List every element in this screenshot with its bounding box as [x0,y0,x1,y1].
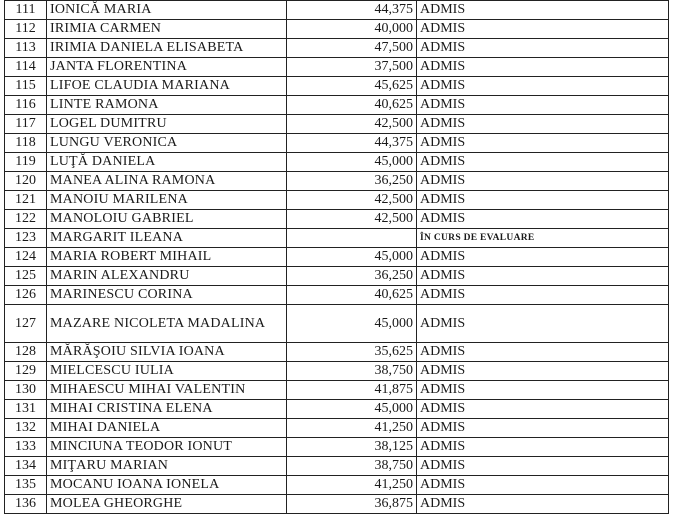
score-cell: 40,625 [287,96,417,115]
table-row [5,77,669,96]
candidate-name-cell: MIŢARU MARIAN [47,457,287,476]
row-number-cell: 124 [5,248,47,267]
status-cell: ADMIS [417,438,669,457]
table-row [5,343,669,362]
row-number-cell: 136 [5,495,47,514]
candidate-name-cell: LUŢĂ DANIELA [47,153,287,172]
row-number-cell: 130 [5,381,47,400]
candidate-name-cell: MIELCESCU IULIA [47,362,287,381]
table-row [5,419,669,438]
status-cell: ADMIS [417,381,669,400]
row-number-cell: 135 [5,476,47,495]
row-number-cell: 121 [5,191,47,210]
score-cell: 36,875 [287,495,417,514]
status-cell: ADMIS [417,305,669,343]
candidate-name-cell: MINCIUNA TEODOR IONUT [47,438,287,457]
candidate-name-cell: LINTE RAMONA [47,96,287,115]
candidate-name-cell: LIFOE CLAUDIA MARIANA [47,77,287,96]
score-cell: 40,625 [287,286,417,305]
score-cell: 38,750 [287,362,417,381]
candidate-name-cell: MOCANU IOANA IONELA [47,476,287,495]
candidate-name-cell: IRIMIA DANIELA ELISABETA [47,39,287,58]
table-row [5,58,669,77]
score-cell: 41,250 [287,419,417,438]
candidate-name-cell: MARGARIT ILEANA [47,229,287,248]
row-number-cell: 114 [5,58,47,77]
status-cell: ADMIS [417,495,669,514]
status-cell: ADMIS [417,362,669,381]
score-cell: 41,875 [287,381,417,400]
row-number-cell: 123 [5,229,47,248]
score-cell: 42,500 [287,210,417,229]
candidate-name-cell: MANEA ALINA RAMONA [47,172,287,191]
row-number-cell: 134 [5,457,47,476]
table-row [5,305,669,343]
table-row [5,248,669,267]
row-number-cell: 125 [5,267,47,286]
status-cell: ADMIS [417,191,669,210]
table-row [5,362,669,381]
table-row [5,39,669,58]
candidate-name-cell: JANTA FLORENTINA [47,58,287,77]
status-cell: ADMIS [417,39,669,58]
status-cell: ADMIS [417,172,669,191]
table-row [5,210,669,229]
row-number-cell: 118 [5,134,47,153]
score-cell: 45,625 [287,77,417,96]
row-number-cell: 122 [5,210,47,229]
candidate-name-cell: LUNGU VERONICA [47,134,287,153]
score-cell: 45,000 [287,305,417,343]
row-number-cell: 126 [5,286,47,305]
table-row [5,153,669,172]
table-row [5,172,669,191]
status-cell: ADMIS [417,343,669,362]
status-cell: ADMIS [417,58,669,77]
status-cell: ADMIS [417,419,669,438]
table-row [5,495,669,514]
score-cell: 41,250 [287,476,417,495]
candidate-name-cell: LOGEL DUMITRU [47,115,287,134]
candidate-name-cell: MIHAI DANIELA [47,419,287,438]
status-cell: ADMIS [417,400,669,419]
table-row [5,115,669,134]
table-row [5,20,669,39]
status-cell: ADMIS [417,476,669,495]
row-number-cell: 115 [5,77,47,96]
row-number-cell: 112 [5,20,47,39]
status-cell: ADMIS [417,153,669,172]
score-cell: 42,500 [287,191,417,210]
row-number-cell: 127 [5,305,47,343]
row-number-cell: 128 [5,343,47,362]
candidate-name-cell: MIHAI CRISTINA ELENA [47,400,287,419]
candidate-name-cell: IONICĂ MARIA [47,1,287,20]
status-cell: ADMIS [417,77,669,96]
status-cell: ADMIS [417,20,669,39]
score-cell [287,229,417,248]
score-cell: 44,375 [287,1,417,20]
row-number-cell: 116 [5,96,47,115]
row-number-cell: 129 [5,362,47,381]
table-row [5,229,669,248]
score-cell: 38,750 [287,457,417,476]
table-row [5,400,669,419]
status-cell: ADMIS [417,210,669,229]
score-cell: 45,000 [287,153,417,172]
status-cell: ADMIS [417,115,669,134]
score-cell: 45,000 [287,400,417,419]
candidate-name-cell: MARIA ROBERT MIHAIL [47,248,287,267]
score-cell: 38,125 [287,438,417,457]
table-row [5,191,669,210]
row-number-cell: 117 [5,115,47,134]
results-sheet [4,0,668,514]
table-row [5,457,669,476]
score-cell: 35,625 [287,343,417,362]
table-row [5,1,669,20]
table-row [5,96,669,115]
status-cell: ADMIS [417,286,669,305]
status-cell: ADMIS [417,267,669,286]
candidate-name-cell: MĂRĂŞOIU SILVIA IOANA [47,343,287,362]
score-cell: 40,000 [287,20,417,39]
score-cell: 36,250 [287,267,417,286]
score-cell: 45,000 [287,248,417,267]
candidate-name-cell: MARINESCU CORINA [47,286,287,305]
row-number-cell: 113 [5,39,47,58]
candidate-name-cell: MANOLOIU GABRIEL [47,210,287,229]
candidate-name-cell: IRIMIA CARMEN [47,20,287,39]
table-row [5,438,669,457]
table-row [5,286,669,305]
table-row [5,267,669,286]
candidate-name-cell: MOLEA GHEORGHE [47,495,287,514]
row-number-cell: 133 [5,438,47,457]
candidate-name-cell: MAZARE NICOLETA MADALINA [47,305,287,343]
status-cell: ADMIS [417,134,669,153]
row-number-cell: 131 [5,400,47,419]
status-cell: ADMIS [417,1,669,20]
score-cell: 47,500 [287,39,417,58]
score-cell: 42,500 [287,115,417,134]
row-number-cell: 132 [5,419,47,438]
candidate-name-cell: MANOIU MARILENA [47,191,287,210]
status-cell: ADMIS [417,457,669,476]
results-table [4,0,669,514]
table-row [5,381,669,400]
row-number-cell: 119 [5,153,47,172]
score-cell: 37,500 [287,58,417,77]
results-table-body [5,1,669,514]
table-row [5,476,669,495]
row-number-cell: 120 [5,172,47,191]
status-cell: ADMIS [417,248,669,267]
score-cell: 36,250 [287,172,417,191]
row-number-cell: 111 [5,1,47,20]
score-cell: 44,375 [287,134,417,153]
status-cell: ÎN CURS DE EVALUARE [417,229,669,248]
status-cell: ADMIS [417,96,669,115]
table-row [5,134,669,153]
candidate-name-cell: MARIN ALEXANDRU [47,267,287,286]
candidate-name-cell: MIHAESCU MIHAI VALENTIN [47,381,287,400]
